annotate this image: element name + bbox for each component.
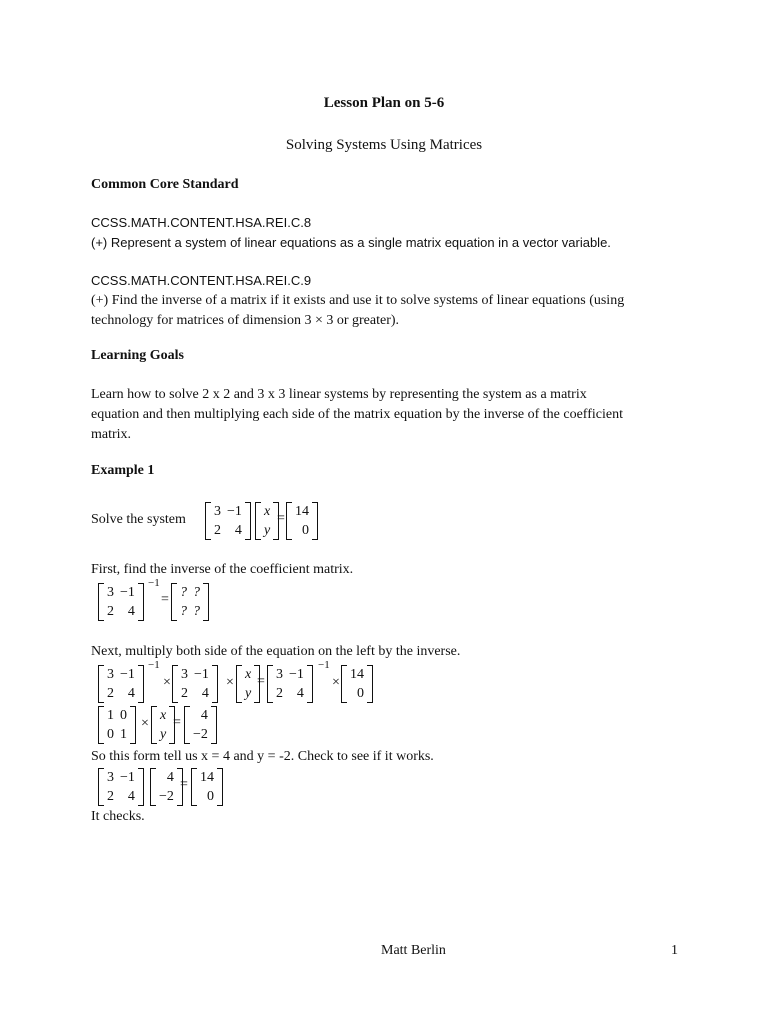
coefficient-matrix <box>172 665 218 703</box>
goals-paragraph <box>91 385 681 445</box>
right-bracket <box>138 665 144 703</box>
goals-line-3: matrix. <box>91 427 132 442</box>
matrix-cell: −1 <box>194 667 209 682</box>
left-bracket <box>98 665 104 703</box>
left-bracket <box>255 502 261 540</box>
coefficient-matrix <box>98 583 144 621</box>
left-bracket <box>171 583 177 621</box>
right-bracket <box>367 665 373 703</box>
coefficient-matrix <box>98 768 144 806</box>
constant-vector <box>191 768 223 806</box>
matrix-cell: 4 <box>234 523 242 538</box>
matrix-cell: 0 <box>302 523 309 538</box>
right-bracket <box>307 665 313 703</box>
right-bracket <box>312 502 318 540</box>
matrix-cell: 4 <box>296 686 304 701</box>
times-sign: × <box>226 675 234 690</box>
times-sign: × <box>163 675 171 690</box>
right-bracket <box>212 665 218 703</box>
matrix-cell: ? <box>180 604 187 619</box>
left-bracket <box>98 768 104 806</box>
matrix-cell: 2 <box>214 523 221 538</box>
right-bracket <box>138 583 144 621</box>
equals-sign: = <box>257 674 265 689</box>
goals-line-2: equation and then multiplying each side of the matrix equation by the inverse of the coefficient <box>91 407 623 422</box>
matrix-cell: −2 <box>159 789 174 804</box>
left-bracket <box>267 665 273 703</box>
matrix-cell: y <box>245 686 252 701</box>
matrix-cell: 2 <box>276 686 283 701</box>
solution-vector <box>184 706 217 744</box>
page-number: 1 <box>671 943 678 958</box>
matrix-cell: 2 <box>107 604 114 619</box>
step-4-text: It checks. <box>91 809 145 824</box>
right-bracket <box>138 768 144 806</box>
matrix-cell: 14 <box>200 770 214 785</box>
inverse-matrix <box>98 665 144 703</box>
matrix-cell: −1 <box>120 770 135 785</box>
left-bracket <box>286 502 292 540</box>
matrix-cell: 2 <box>181 686 188 701</box>
matrix-cell: 2 <box>107 686 114 701</box>
matrix-cell: 1 <box>107 708 114 723</box>
matrix-cell: 4 <box>127 604 135 619</box>
matrix-cell: 3 <box>181 667 188 682</box>
standard-2 <box>91 271 681 331</box>
identity-matrix <box>98 706 136 744</box>
matrix-cell: 3 <box>276 667 283 682</box>
times-sign: × <box>332 675 340 690</box>
right-bracket <box>217 768 223 806</box>
solution-vector <box>150 768 183 806</box>
right-bracket <box>203 583 209 621</box>
matrix-cell: 3 <box>214 504 221 519</box>
step-3-text: So this form tell us x = 4 and y = -2. Check to see if it works. <box>91 749 434 764</box>
matrix-cell: 0 <box>107 727 114 742</box>
unknown-inverse-matrix <box>171 583 209 621</box>
equals-sign: = <box>277 511 285 526</box>
example-heading: Example 1 <box>91 463 155 478</box>
matrix-cell: 4 <box>201 686 209 701</box>
matrix-cell: y <box>160 727 167 742</box>
matrix-cell: 3 <box>107 585 114 600</box>
matrix-cell: 0 <box>120 708 127 723</box>
right-bracket <box>130 706 136 744</box>
goals-heading: Learning Goals <box>91 348 184 363</box>
standard-1 <box>91 213 681 253</box>
step-2-text: Next, multiply both side of the equation on the left by the inverse. <box>91 644 461 659</box>
matrix-cell: −1 <box>120 667 135 682</box>
matrix-cell: y <box>264 523 271 538</box>
matrix-cell: x <box>245 667 252 682</box>
solve-label: Solve the system <box>91 512 186 527</box>
page-title: Lesson Plan on 5-6 <box>323 95 445 111</box>
matrix-cell: ? <box>193 604 200 619</box>
page-subtitle: Solving Systems Using Matrices <box>285 137 483 153</box>
standard-2-line2: technology for matrices of dimension 3 × 3 or greater). <box>91 313 400 328</box>
matrix-cell: 4 <box>127 789 135 804</box>
left-bracket <box>150 768 156 806</box>
equals-sign: = <box>180 777 188 792</box>
matrix-cell: 3 <box>107 770 114 785</box>
matrix-cell: −1 <box>289 667 304 682</box>
matrix-cell: ? <box>180 585 187 600</box>
left-bracket <box>172 665 178 703</box>
matrix-cell: ? <box>193 585 200 600</box>
equals-sign: = <box>173 715 181 730</box>
matrix-cell: −2 <box>193 727 208 742</box>
matrix-cell: −1 <box>120 585 135 600</box>
inverse-matrix <box>267 665 313 703</box>
variable-vector <box>255 502 279 540</box>
constant-vector <box>341 665 373 703</box>
right-bracket <box>211 706 217 744</box>
left-bracket <box>98 706 104 744</box>
variable-vector <box>151 706 175 744</box>
equals-sign: = <box>161 592 169 607</box>
matrix-cell: 0 <box>207 789 214 804</box>
matrix-cell: x <box>160 708 167 723</box>
standard-heading: Common Core Standard <box>91 177 239 192</box>
matrix-cell: 2 <box>107 789 114 804</box>
inverse-exponent: −1 <box>148 577 160 589</box>
left-bracket <box>191 768 197 806</box>
matrix-cell: 14 <box>350 667 364 682</box>
standard-1-code: CCSS.MATH.CONTENT.HSA.REI.C.8 <box>91 215 312 230</box>
matrix-cell: x <box>264 504 271 519</box>
matrix-cell: 0 <box>357 686 364 701</box>
left-bracket <box>341 665 347 703</box>
left-bracket <box>98 583 104 621</box>
footer-author: Matt Berlin <box>381 943 446 958</box>
left-bracket <box>184 706 190 744</box>
left-bracket <box>151 706 157 744</box>
coefficient-matrix <box>205 502 251 540</box>
matrix-cell: 14 <box>295 504 309 519</box>
matrix-cell: 1 <box>120 727 127 742</box>
constant-vector <box>286 502 318 540</box>
matrix-cell: 3 <box>107 667 114 682</box>
left-bracket <box>236 665 242 703</box>
step-1-text: First, find the inverse of the coefficient matrix. <box>91 562 354 577</box>
standard-1-text: (+) Represent a system of linear equations as a single matrix equation in a vector variable. <box>91 235 611 250</box>
inverse-exponent: −1 <box>318 659 330 671</box>
times-sign: × <box>141 716 149 731</box>
matrix-cell: 4 <box>200 708 208 723</box>
left-bracket <box>205 502 211 540</box>
goals-line-1: Learn how to solve 2 x 2 and 3 x 3 linear systems by representing the system as a matrix <box>91 387 587 402</box>
right-bracket <box>245 502 251 540</box>
standard-2-line1: (+) Find the inverse of a matrix if it exists and use it to solve systems of linear equations (using <box>91 293 625 308</box>
matrix-cell: −1 <box>227 504 242 519</box>
matrix-cell: 4 <box>127 686 135 701</box>
matrix-cell: 4 <box>166 770 174 785</box>
inverse-exponent: −1 <box>148 659 160 671</box>
standard-2-code: CCSS.MATH.CONTENT.HSA.REI.C.9 <box>91 273 312 288</box>
